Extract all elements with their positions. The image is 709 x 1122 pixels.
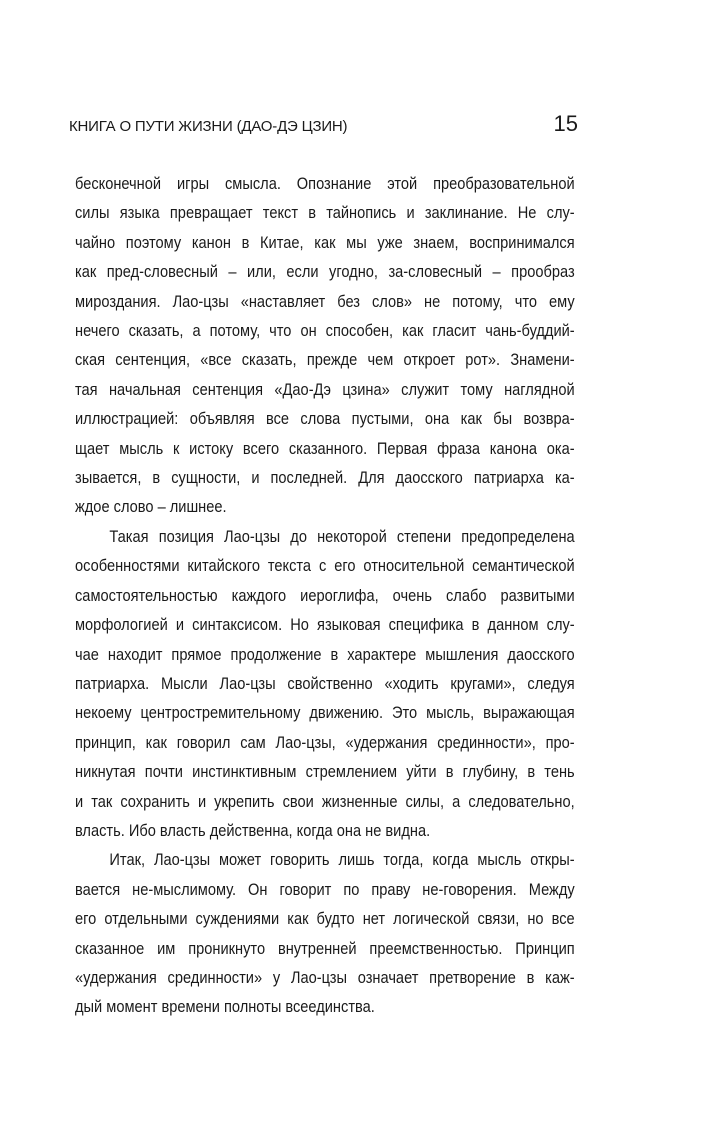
- paragraph: [75, 169, 575, 522]
- text-line: силы языка превращает текст в тайнопись и заклинание. Не слу-: [75, 203, 575, 223]
- text-line: Итак, Лао-цзы может говорить лишь тогда, когда мысль откры-: [109, 850, 575, 870]
- text-line: бесконечной игры смысла. Опознание этой преобразовательной: [75, 174, 575, 193]
- text-line: мироздания. Лао-цзы «наставляет без слов» не потому, что ему: [75, 291, 575, 311]
- text-line: власть. Ибо власть действенна, когда она не видна.: [75, 820, 431, 840]
- text-line: морфологией и синтаксисом. Но языковая специфика в данном слу-: [75, 615, 575, 635]
- text-line: чае находит прямое продолжение в характере мышления даосского: [75, 644, 575, 664]
- text-line: его отдельными суждениями как будто нет логической связи, но все: [75, 909, 575, 929]
- text-line: ская сентенция, «все сказать, прежде чем откроет рот». Знамени-: [75, 350, 575, 370]
- text-line: некоему центростремительному движению. Это мысль, выражающая: [75, 703, 575, 723]
- text-line: ждое слово – лишнее.: [75, 497, 227, 517]
- text-line: Такая позиция Лао-цзы до некоторой степени предопределена: [109, 526, 575, 546]
- text-line: чайно поэтому канон в Китае, как мы уже знаем, воспринимался: [75, 232, 575, 252]
- text-line: зывается, в сущности, и последней. Для даосского патриарха ка-: [75, 468, 575, 488]
- paragraph: [75, 522, 575, 845]
- text-line: щает мысль к истоку всего сказанного. Первая фраза канона ока-: [75, 438, 575, 458]
- text-line: нечего сказать, а потому, что он способен, как гласит чань-буддий-: [75, 321, 575, 341]
- text-line: патриарха. Мысли Лао-цзы свойственно «ходить кругами», следуя: [75, 673, 575, 693]
- page-number: 15: [553, 111, 578, 136]
- paragraph: [75, 845, 575, 1021]
- text-line: принцип, как говорил сам Лао-цзы, «удержания срединности», про-: [75, 732, 575, 752]
- text-line: самостоятельностью каждого иероглифа, очень слабо развитыми: [75, 585, 575, 605]
- text-line: и так сохранить и укрепить свои жизненные силы, а следовательно,: [75, 791, 575, 811]
- text-line: сказанное им проникнуто внутренней преемственностью. Принцип: [75, 938, 575, 958]
- text-container: [75, 169, 575, 1022]
- text-line: как пред-словесный – или, если угодно, за-словесный – прообраз: [75, 262, 575, 282]
- text-line: «удержания срединности» у Лао-цзы означает претворение в каж-: [75, 967, 575, 987]
- text-line: дый момент времени полноты всеединства.: [75, 997, 375, 1017]
- text-line: тая начальная сентенция «Дао-Дэ цзина» служит тому наглядной: [75, 379, 575, 399]
- text-line: иллюстрацией: объявляя все слова пустыми, она как бы возвра-: [75, 409, 575, 429]
- text-line: вается не-мыслимому. Он говорит по праву не-говорения. Между: [75, 879, 575, 899]
- text-line: особенностями китайского текста с его относительной семантической: [75, 556, 575, 576]
- text-line: никнутая почти инстинктивным стремлением уйти в глубину, в тень: [75, 762, 575, 782]
- body-text: [75, 169, 575, 1022]
- running-title: КНИГА О ПУТИ ЖИЗНИ (ДАО-ДЭ ЦЗИН): [69, 118, 348, 135]
